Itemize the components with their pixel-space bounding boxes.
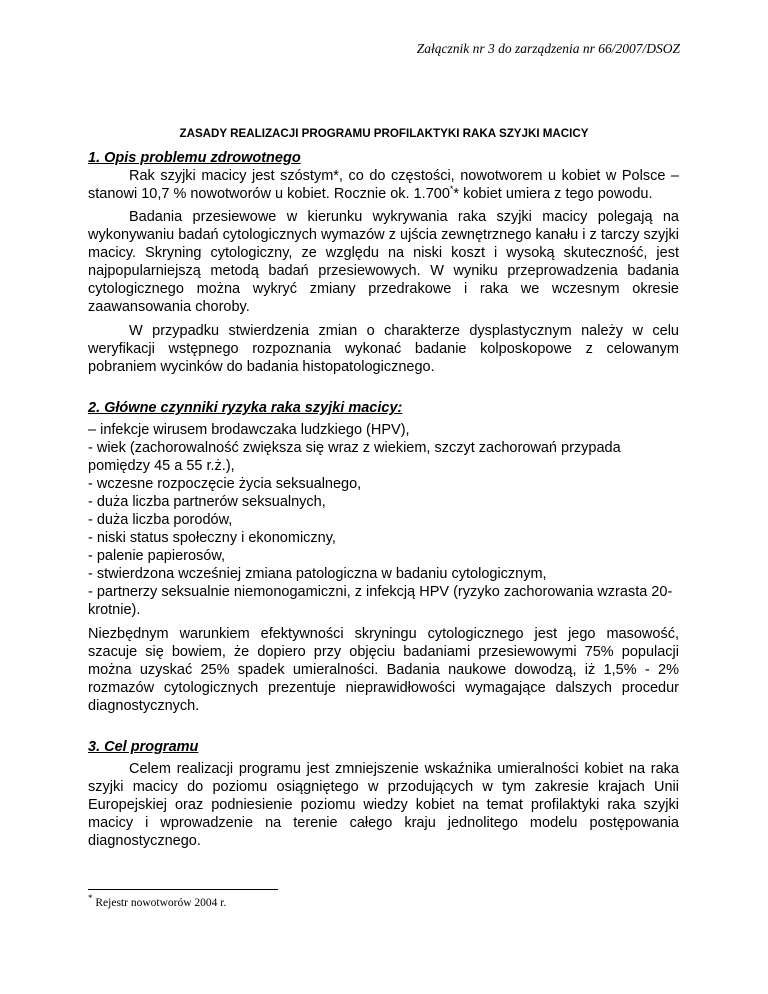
section1-paragraph-1 (88, 167, 679, 203)
document-body (88, 148, 679, 850)
section1-paragraph-1-text: Rak szyjki macicy jest szóstym*, co do częstości, nowotworem u kobiet w Polsce – stanowi 10,7 % nowotworów u kobiet. Rocznie ok. 1.700 (88, 168, 679, 202)
list-item: - duża liczba partnerów seksualnych, (88, 494, 326, 510)
list-item: - partnerzy seksualnie niemonogamiczni, z infekcją HPV (ryzyko zachorowania wzrasta 20-krotnie). (88, 584, 673, 618)
risk-factor-list (88, 421, 679, 619)
list-item: - palenie papierosów, (88, 548, 226, 564)
section-heading-1: 1. Opis problemu zdrowotnego (88, 150, 301, 166)
footnote-divider (88, 889, 278, 890)
footnote-marker: * (88, 893, 93, 904)
section-heading-3: 3. Cel programu (88, 739, 199, 755)
list-item: - stwierdzona wcześniej zmiana patologiczna w badaniu cytologicznym, (88, 566, 547, 582)
section1-paragraph-2: Badania przesiewowe w kierunku wykrywania raka szyjki macicy polegają na wykonywaniu badań cytologicznych wymazów z ujścia zewnętrznego kanału i z tarczy szyjki macicy. Skryning cytologiczny, ze względu na niski koszt i wysoką skuteczność, jest najpopularniejszą metodą badań przesiewowych. W wyniku przeprowadzenia badania cytologicznego można wykryć zmiany przedrakowe i raka we wczesnym okresie zaawansowania choroby. (88, 209, 679, 315)
list-item: - niski status społeczny i ekonomiczny, (88, 530, 336, 546)
list-item: – infekcje wirusem brodawczaka ludzkiego (HPV), (88, 422, 410, 438)
footnote-ref: * (449, 184, 454, 195)
section3-paragraph: Celem realizacji programu jest zmniejszenie wskaźnika umieralności kobiet na raka szyjki macicy do poziomu osiągniętego w przodujących w tym zakresie krajach Unii Europejskiej oraz podniesienie poziomu wiedzy kobiet na temat profilaktyki raka szyjki macicy i wprowadzenie na terenie całego kraju jednolitego modelu postępowania diagnostycznego. (88, 761, 679, 849)
section1-paragraph-3: W przypadku stwierdzenia zmian o charakterze dysplastycznym należy w celu weryfikacji wstępnego rozpoznania wykonać badanie kolposkopowe z celowanym pobraniem wycinków do badania histopatologicznego. (88, 323, 679, 375)
document-title: ZASADY REALIZACJI PROGRAMU PROFILAKTYKI RAKA SZYJKI MACICY (179, 127, 589, 140)
footnote (88, 893, 227, 909)
footnote-text: Rejestr nowotworów 2004 r. (92, 897, 227, 909)
list-item: - wczesne rozpoczęcie życia seksualnego, (88, 476, 362, 492)
section2-paragraph: Niezbędnym warunkiem efektywności skryningu cytologicznego jest jego masowość, szacuje się bowiem, że dopiero przy objęciu badaniami przesiewowymi 75% populacji można uzyskać 25% spadek umieralności. Badania naukowe dowodzą, iż 1,5% - 2% rozmazów cytologicznych prezentuje nieprawidłowości wymagające dalszych procedur diagnostycznych. (88, 626, 679, 714)
section1-paragraph-1-tail: * kobiet umiera z tego powodu. (453, 186, 653, 202)
attachment-note: Załącznik nr 3 do zarządzenia nr 66/2007/DSOZ (416, 41, 680, 56)
section-heading-2: 2. Główne czynniki ryzyka raka szyjki macicy: (88, 400, 403, 416)
list-item: - duża liczba porodów, (88, 512, 233, 528)
list-item: - wiek (zachorowalność zwiększa się wraz z wiekiem, szczyt zachorowań przypada pomiędzy 45 a 55 r.ż.), (88, 440, 621, 474)
